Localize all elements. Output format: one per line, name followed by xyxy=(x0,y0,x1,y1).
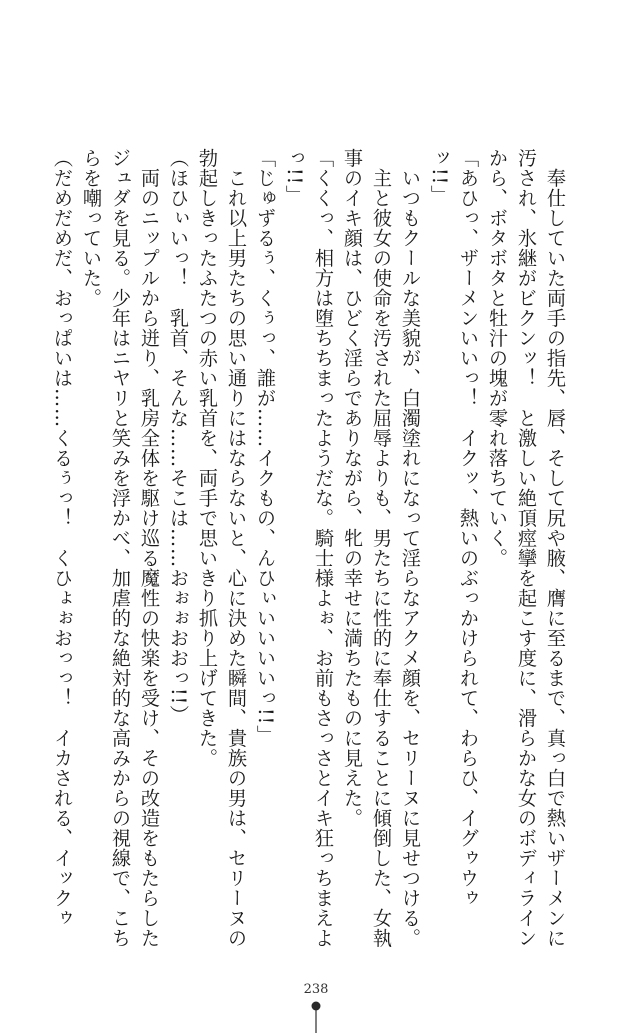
text-line: 「あひっ、ザーメンいいっ！ イクッ、熱いのぶっかけられて、わらひ、イグゥウゥ xyxy=(457,148,480,908)
text-line: 事のイキ顔は、ひどく淫らでありながら、牝の幸せに満ちたものに見えた。 xyxy=(341,148,364,828)
text-line: （ほひぃいっ！ 乳首、そんな……そこは……おぉぉおおっ!!） xyxy=(167,148,190,725)
text-line: 「くくっ、相方は堕ちちまったようだな。騎士様よぉ、お前もさっさとイキ狂っちまえよ xyxy=(312,148,335,948)
text-line: 「じゅずるぅ、くぅっ、誰が……イクもの、んひぃいいいいっ!!」 xyxy=(254,148,277,745)
text-line: から、ボタボタと牡汁の塊が零れ落ちていく。 xyxy=(486,148,509,568)
text-line: いつもクールな美貌が、白濁塗れになって淫らなアクメ顔を、セリーヌに見せつける。 xyxy=(399,148,422,948)
text-line: 勃起しきったふたつの赤い乳首を、両手で思いきり抓り上げてきた。 xyxy=(196,148,219,768)
text-line: 両のニップルから迸り、乳房全体を駆け巡る魔性の快楽を受け、その改造をもたらした xyxy=(138,148,161,948)
page-marker-icon xyxy=(309,1000,323,1033)
text-line: 奉仕していた両手の指先、唇、そして尻や腋、膺に至るまで、真っ白で熱いザーメンに xyxy=(544,148,567,948)
text-line: ジュダを見る。少年はニヤリと笑みを浮かべ、加虐的な絶対的な高みからの視線で、こち xyxy=(109,148,132,948)
text-line: これ以上男たちの思い通りにはならないと、心に決めた瞬間、貴族の男は、セリーヌの xyxy=(225,148,248,948)
vertical-body-text xyxy=(51,148,570,948)
text-line: 主と彼女の使命を汚された屈辱よりも、男たちに性的に奉仕することに傾倒した、女執 xyxy=(370,148,393,948)
page-number: 238 xyxy=(303,982,329,997)
text-line: らを嘲っていた。 xyxy=(80,148,103,308)
text-line: ッ!!」 xyxy=(428,148,451,206)
text-line: っ!!」 xyxy=(283,148,306,206)
text-line: （だめだめだ、おっぱいは……くるぅっ！ くひょぉおっっ！ イカされる、イックゥ xyxy=(51,148,74,928)
text-line: 汚され、氷継がビクンッ！ と激しい絶頂痙攣を起こす度に、滑らかな女のボディライン xyxy=(515,148,538,948)
